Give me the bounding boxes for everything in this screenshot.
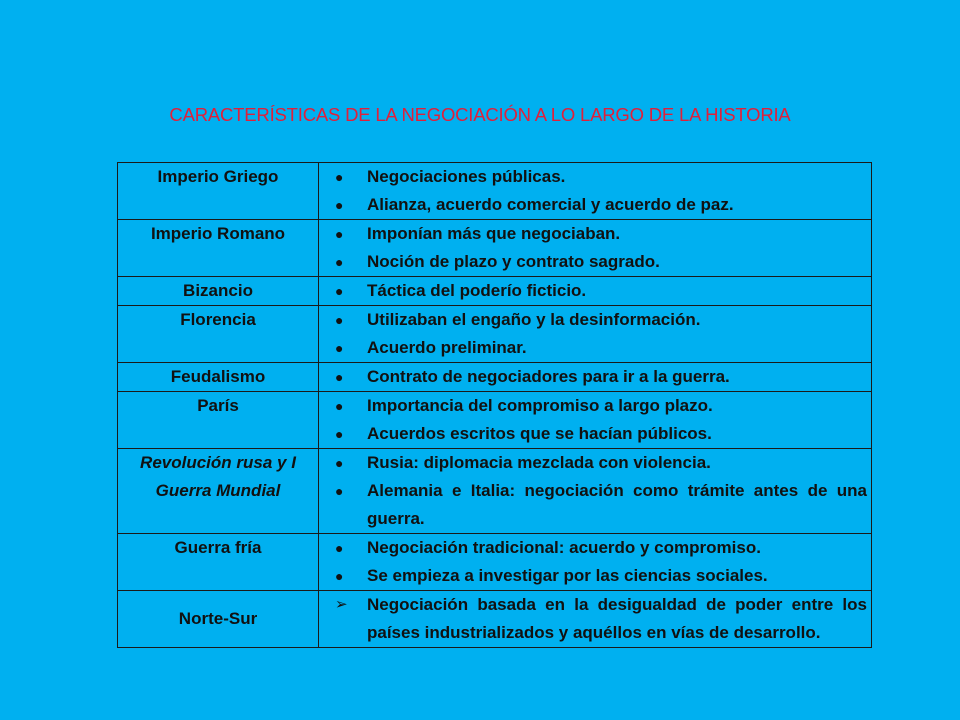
items-cell: [319, 277, 872, 306]
list-item: ● Alemania e Italia: negociación como trámite antes de una guerra.: [335, 477, 867, 533]
list-item: ● Táctica del poderío ficticio.: [335, 277, 867, 305]
table-row: [118, 363, 872, 392]
table-row: [118, 306, 872, 363]
items-cell: [319, 163, 872, 220]
items-cell: [319, 534, 872, 591]
list-item: ● Rusia: diplomacia mezclada con violencia.: [335, 449, 867, 477]
era-cell: Guerra fría: [118, 534, 319, 591]
items-cell: [319, 363, 872, 392]
list-item: ● Acuerdo preliminar.: [335, 334, 867, 362]
list-item: ● Alianza, acuerdo comercial y acuerdo de paz.: [335, 191, 867, 219]
dot-bullet-icon: ●: [335, 398, 344, 414]
items-cell: [319, 392, 872, 449]
dot-bullet-icon: ●: [335, 283, 344, 299]
era-cell: Florencia: [118, 306, 319, 363]
items-cell: [319, 591, 872, 648]
list-item: ➢ Negociación basada en la desigualdad de poder entre los países industrializados y aquéllos en vías de desarrollo.: [335, 591, 867, 647]
table-row: [118, 220, 872, 277]
table-row: [118, 534, 872, 591]
items-cell: [319, 306, 872, 363]
dot-bullet-icon: ●: [335, 426, 344, 442]
list-item: ● Noción de plazo y contrato sagrado.: [335, 248, 867, 276]
dot-bullet-icon: ●: [335, 169, 344, 185]
list-item: ● Se empieza a investigar por las ciencias sociales.: [335, 562, 867, 590]
era-cell: Feudalismo: [118, 363, 319, 392]
era-cell: París: [118, 392, 319, 449]
page-title: CARACTERÍSTICAS DE LA NEGOCIACIÓN A LO LARGO DE LA HISTORIA: [169, 104, 791, 125]
arrow-bullet-icon: ➢: [335, 596, 348, 613]
dot-bullet-icon: ●: [335, 226, 344, 242]
list-item: ● Importancia del compromiso a largo plazo.: [335, 392, 867, 420]
era-cell: Bizancio: [118, 277, 319, 306]
dot-bullet-icon: ●: [335, 254, 344, 270]
era-cell: Revolución rusa y I Guerra Mundial: [118, 449, 319, 534]
dot-bullet-icon: ●: [335, 455, 344, 471]
list-item: ● Negociaciones públicas.: [335, 163, 867, 191]
dot-bullet-icon: ●: [335, 483, 344, 499]
list-item: ● Imponían más que negociaban.: [335, 220, 867, 248]
items-cell: [319, 220, 872, 277]
list-item: ● Acuerdos escritos que se hacían públicos.: [335, 420, 867, 448]
table-row: [118, 163, 872, 220]
items-cell: [319, 449, 872, 534]
dot-bullet-icon: ●: [335, 540, 344, 556]
era-cell: Imperio Romano: [118, 220, 319, 277]
list-item: ● Contrato de negociadores para ir a la guerra.: [335, 363, 867, 391]
list-item: ● Utilizaban el engaño y la desinformación.: [335, 306, 867, 334]
table-row: [118, 277, 872, 306]
table-row: [118, 449, 872, 534]
dot-bullet-icon: ●: [335, 369, 344, 385]
dot-bullet-icon: ●: [335, 312, 344, 328]
dot-bullet-icon: ●: [335, 197, 344, 213]
era-cell: Imperio Griego: [118, 163, 319, 220]
dot-bullet-icon: ●: [335, 340, 344, 356]
table-row: [118, 591, 872, 648]
table-row: [118, 392, 872, 449]
list-item: ● Negociación tradicional: acuerdo y compromiso.: [335, 534, 867, 562]
history-table: [117, 162, 872, 648]
dot-bullet-icon: ●: [335, 568, 344, 584]
era-cell: Norte-Sur: [118, 591, 319, 648]
